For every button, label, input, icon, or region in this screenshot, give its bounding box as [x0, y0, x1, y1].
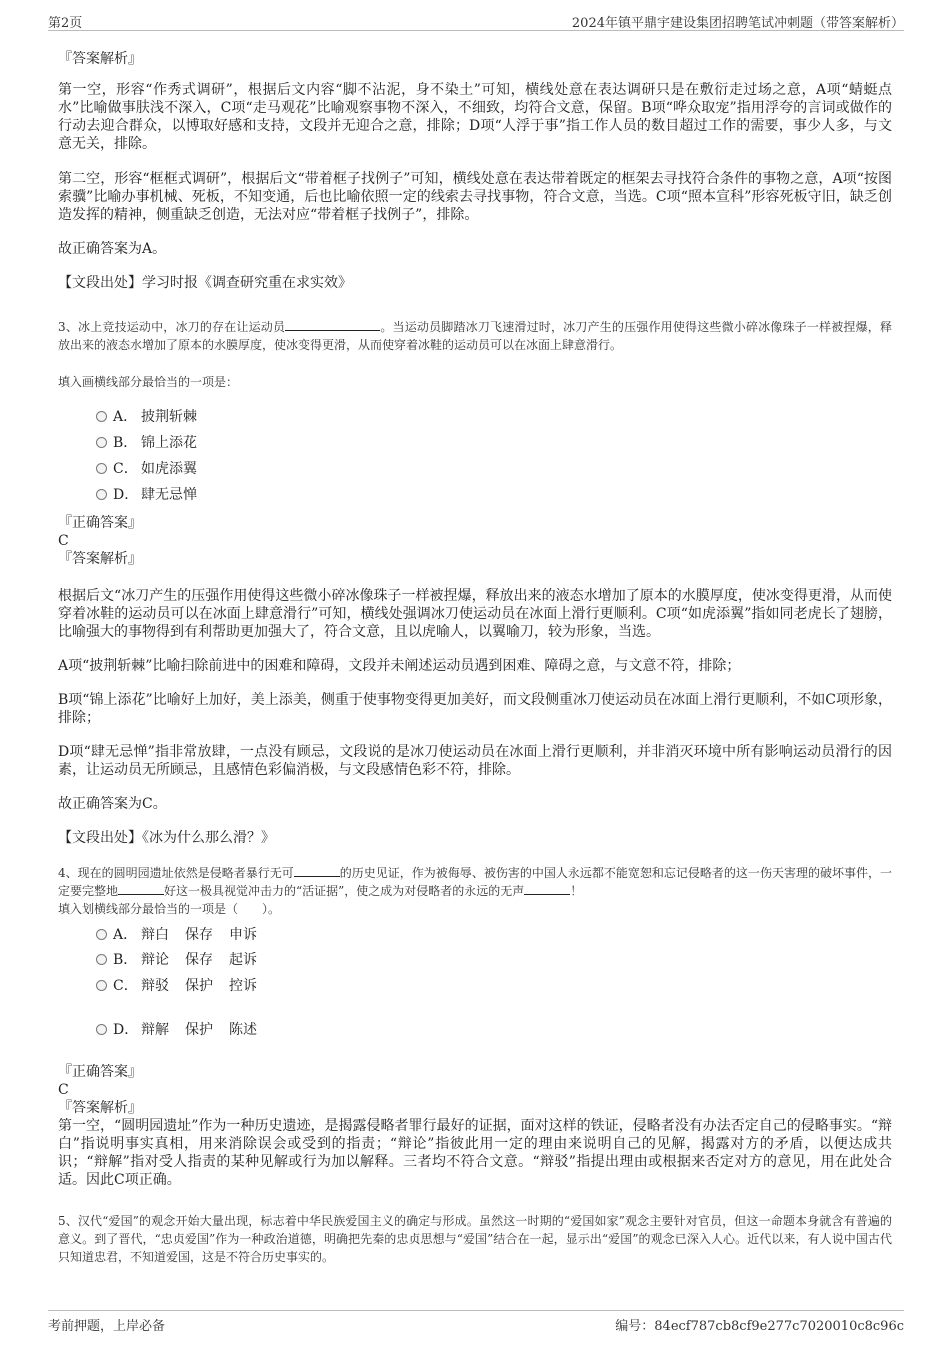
q4-stem-part4: ！ — [570, 884, 583, 898]
q4-blank-2 — [118, 882, 164, 895]
option-label: D． — [113, 1022, 139, 1038]
q2-conclusion: 故正确答案为A。 — [58, 241, 167, 257]
option-word: 保存 — [185, 927, 213, 943]
q2-para2-wrap — [58, 170, 892, 224]
option-text: 披荆斩棘 — [141, 409, 197, 425]
q4-option-a[interactable] — [96, 926, 273, 944]
q2-analysis — [58, 50, 892, 68]
q3-conclusion: 故正确答案为C。 — [58, 796, 167, 812]
radio-icon[interactable] — [96, 489, 107, 500]
q3-a3-wrap — [58, 691, 892, 727]
q5-stem — [58, 1212, 892, 1266]
page-header — [48, 10, 904, 31]
option-label: C． — [113, 461, 138, 477]
q4-stem — [58, 864, 892, 918]
q4-prompt: 填入划横线部分最恰当的一项是（ ）。 — [58, 902, 281, 916]
option-word: 申诉 — [229, 927, 257, 943]
q3-stem-pre: 3、冰上竞技运动中，冰刀的存在让运动员 — [58, 320, 286, 334]
option-word: 辩论 — [141, 952, 169, 968]
q3-analysis-1: 根据后文“冰刀产生的压强作用使得这些微小碎冰像珠子一样被捏爆，释放出来的液态水增加了原本的水膜厚度，使冰变得更滑，从而使穿着冰鞋的运动员可以在冰面上肆意滑行”可知，横线处强调冰刀使运动员在冰面上滑行更顺利。C项“如虎添翼”指如同老虎长了翅膀，比喻强大的事物得到有利帮助更加强大了，符合文意，且以虎喻人，以翼喻刀，较为形象，当选。 — [58, 588, 892, 640]
option-word: 陈述 — [229, 1022, 257, 1038]
q2-analysis-label: 『答案解析』 — [58, 51, 142, 67]
q3-prompt-wrap — [58, 373, 892, 391]
document-title: 2024年镇平鼎宇建设集团招聘笔试冲刺题（带答案解析） — [571, 16, 904, 31]
q3-blank — [285, 318, 380, 331]
option-label: D． — [113, 487, 139, 503]
q2-source-wrap — [58, 274, 892, 292]
option-word: 保护 — [185, 978, 213, 994]
q5-stem-text: 5、汉代“爱国”的观念开始大量出现，标志着中华民族爱国主义的确定与形成。虽然这一时期的“爱国如家”观念主要针对官员，但这一命题本身就含有普遍的意义。到了晋代，“忠贞爱国”作为一种政治道德，明确把先秦的忠贞思想与“爱国”结合在一起，显示出“爱国”的观念已深入人心。近代以来，有人说中国古代只知道忠君，不知道爱国，这是不符合历史事实的。 — [58, 1214, 892, 1264]
q3-conclusion-wrap — [58, 795, 892, 813]
option-word: 辩驳 — [141, 978, 169, 994]
q3-answer-label: 『正确答案』 — [58, 515, 142, 531]
footer-slogan: 考前押题，上岸必备 — [48, 1319, 166, 1334]
option-label: A． — [113, 927, 138, 943]
q2-analysis-para1: 第一空，形容“作秀式调研”，根据后文内容“脚不沾泥，身不染土”可知，横线处意在表达调研只是在敷衍走过场之意，A项“蜻蜓点水”比喻做事肤浅不深入，C项“走马观花”比喻观察事物不深入，不细致，均符合文意，保留。B项“哗众取宠”指用浮夸的言词或做作的行动去迎合群众，以博取好感和支持，文段并无迎合之意，排除；D项“人浮于事”指工作人员的数目超过工作的需要，事少人多，与文意无关，排除。 — [58, 82, 892, 152]
q3-prompt: 填入画横线部分最恰当的一项是： — [58, 375, 239, 389]
footer-serial: 编号：84ecf787cb8cf9e277c7020010c8c96c — [615, 1319, 904, 1334]
radio-icon[interactable] — [96, 463, 107, 474]
q4-option-b[interactable] — [96, 951, 273, 969]
radio-icon[interactable] — [96, 411, 107, 422]
option-word: 辩白 — [141, 927, 169, 943]
q3-answer — [58, 514, 892, 568]
q3-option-d[interactable] — [96, 486, 197, 504]
q4-blank-3 — [524, 882, 570, 895]
q4-option-d[interactable] — [96, 1021, 273, 1039]
q4-answer — [58, 1063, 892, 1189]
q4-stem-part2: 的历史见证，作为被侮辱、被伤害的中国人永远都不能宽恕和忘记侵略者的这一伤天害理的破坏事件，一定要完整地 — [58, 866, 892, 898]
radio-icon[interactable] — [96, 929, 107, 940]
q2-conclusion-wrap — [58, 240, 892, 258]
page-number: 第2页 — [48, 16, 83, 31]
q3-analysis-2: A项“披荆斩棘”比喻扫除前进中的困难和障碍，文段并未阐述运动员遇到困难、障碍之意，与文意不符，排除； — [58, 658, 741, 674]
radio-icon[interactable] — [96, 1024, 107, 1035]
q3-source-wrap — [58, 829, 892, 847]
q3-analysis-4: D项“肆无忌惮”指非常放肆，一点没有顾忌，文段说的是冰刀使运动员在冰面上滑行更顺利，并非消灭环境中所有影响运动员滑行的因素，让运动员无所顾忌，且感情色彩偏消极，与文段感情色彩不符，排除。 — [58, 744, 892, 778]
q3-a2-wrap — [58, 657, 892, 675]
q3-stem — [58, 318, 892, 354]
option-word: 辩解 — [141, 1022, 169, 1038]
q3-stem-post: 。当运动员脚踏冰刀飞速滑过时，冰刀产生的压强作用使得这些微小碎冰像珠子一样被捏爆，释放出来的液态水增加了原本的水膜厚度，使冰变得更滑，从而使穿着冰鞋的运动员可以在冰面上肆意滑行。 — [58, 320, 892, 352]
q3-option-b[interactable] — [96, 434, 197, 452]
page-footer — [48, 1310, 904, 1334]
option-word: 保护 — [185, 1022, 213, 1038]
option-word: 控诉 — [229, 978, 257, 994]
q4-answer-label: 『正确答案』 — [58, 1064, 142, 1080]
q3-a4-wrap — [58, 743, 892, 779]
option-text: 如虎添翼 — [141, 461, 197, 477]
option-text: 肆无忌惮 — [141, 487, 197, 503]
option-label: C． — [113, 978, 138, 994]
q3-analysis-3: B项“锦上添花”比喻好上加好，美上添美，侧重于使事物变得更加美好，而文段侧重冰刀使运动员在冰面上滑行更顺利，不如C项形象，排除； — [58, 692, 892, 726]
radio-icon[interactable] — [96, 437, 107, 448]
q3-option-c[interactable] — [96, 460, 197, 478]
q3-source: 【文段出处】《冰为什么那么滑？》 — [58, 830, 275, 846]
q4-answer-value: C — [58, 1082, 69, 1098]
option-text: 锦上添花 — [141, 435, 197, 451]
q3-analysis-label: 『答案解析』 — [58, 551, 142, 567]
q3-option-a[interactable] — [96, 408, 197, 426]
q4-stem-part1: 4、现在的圆明园遗址依然是侵略者暴行无可 — [58, 866, 294, 880]
radio-icon[interactable] — [96, 980, 107, 991]
option-label: A． — [113, 409, 138, 425]
option-label: B． — [113, 435, 138, 451]
q4-analysis-label: 『答案解析』 — [58, 1100, 142, 1116]
option-label: B． — [113, 952, 138, 968]
q3-answer-value: C — [58, 533, 69, 549]
radio-icon[interactable] — [96, 954, 107, 965]
q2-para1-wrap — [58, 81, 892, 153]
q2-analysis-para2: 第二空，形容“框框式调研”，根据后文“带着框子找例子”可知，横线处意在表达带着既定的框架去寻找符合条件的事物之意，A项“按图索骥”比喻办事机械、死板，不知变通，后也比喻依照一定的线索去寻找事物，符合文意，当选。C项“照本宣科”形容死板守旧，缺乏创造发挥的精神，侧重缺乏创造，无法对应“带着框子找例子”，排除。 — [58, 171, 892, 223]
q2-source: 【文段出处】学习时报《调查研究重在求实效》 — [58, 275, 352, 291]
q4-stem-part3: 好这一极具视觉冲击力的“活证据”，使之成为对侵略者的永远的无声 — [164, 884, 525, 898]
q4-blank-1 — [294, 864, 340, 877]
q3-a1-wrap — [58, 587, 892, 641]
option-word: 起诉 — [229, 952, 257, 968]
q4-analysis: 第一空，“圆明园遗址”作为一种历史遗迹，是揭露侵略者罪行最好的证据，面对这样的铁证，侵略者没有办法否定自己的侵略事实。“辩白”指说明事实真相，用来消除误会或受到的指责；“辩论”指彼此用一定的理由来说明自己的见解，揭露对方的矛盾，以便达成共识；“辩解”指对受人指责的某种见解或行为加以解释。三者均不符合文意。“辩驳”指提出理由或根据来否定对方的意见，用在此处合适。因此C项正确。 — [58, 1118, 892, 1188]
q4-option-c[interactable] — [96, 977, 273, 995]
option-word: 保存 — [185, 952, 213, 968]
